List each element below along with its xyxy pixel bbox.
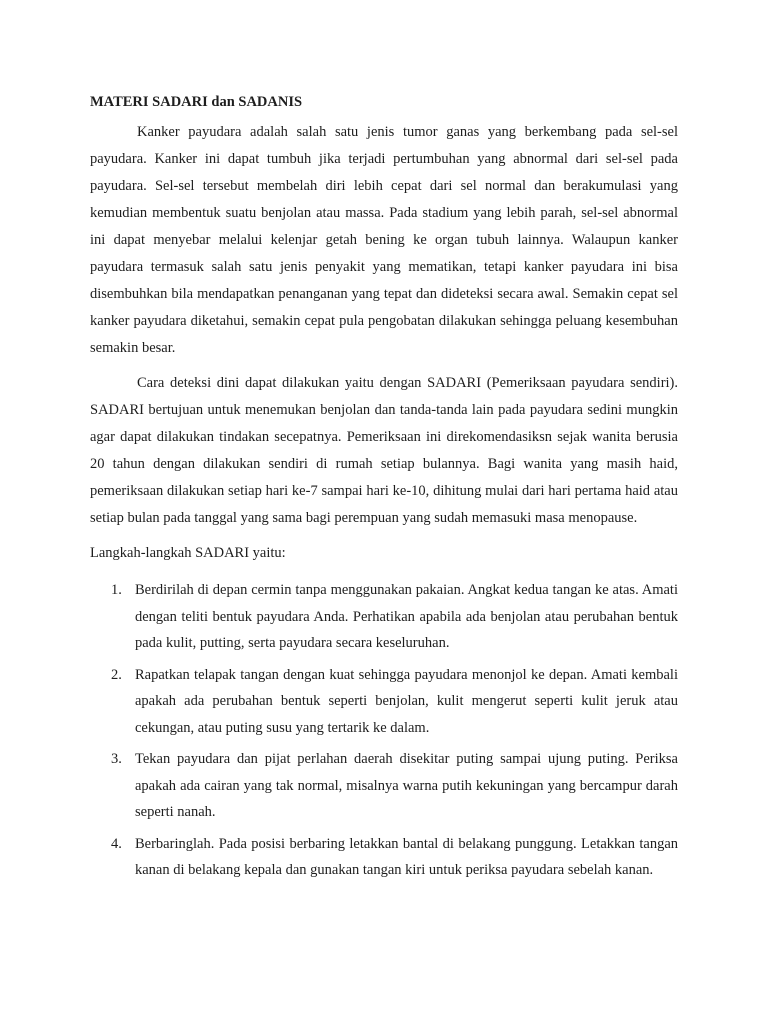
document-page [90, 88, 678, 889]
list-item [90, 831, 678, 884]
document-title: MATERI SADARI dan SADANIS [90, 94, 303, 110]
list-item [90, 577, 678, 657]
list-item-number: 1. [111, 582, 122, 598]
list-item-number: 4. [111, 835, 122, 852]
paragraph-detection: Cara deteksi dini dapat dilakukan yaitu dengan SADARI (Pemeriksaan payudara sendiri). SADARI bertujuan untuk menemukan benjolan dan tanda-tanda lain pada payudara sedini mungkin agar dapat dilakukan tindakan secepatnya. Pemeriksaan ini direkomendasiksn sejak wanita berusia 20 tahun dengan dilakukan sendiri di rumah setiap bulannya. Bagi wanita yang masih haid, pemeriksaan dilakukan setiap hari ke-7 sampai hari ke-10, dihitung mulai dari hari pertama haid atau setiap bulan pada tanggal yang sama bagi perempuan yang sudah memasuki masa menopause. [90, 375, 678, 526]
list-item [90, 746, 678, 826]
paragraph-intro: Kanker payudara adalah salah satu jenis tumor ganas yang berkembang pada sel-sel payudara. Kanker ini dapat tumbuh jika terjadi pertumbuhan yang abnormal dari sel-sel pada payudara. Sel-sel tersebut membelah diri lebih cepat dari sel normal dan berakumulasi yang kemudian membentuk suatu benjolan atau massa. Pada stadium yang lebih parah, sel-sel abnormal ini dapat menyebar melalui kelenjar getah bening ke organ tubuh lainnya. Walaupun kanker payudara termasuk salah satu jenis penyakit yang mematikan, tetapi kanker payudara ini bisa disembuhkan bila mendapatkan penanganan yang tepat dan dideteksi secara awal. Semakin cepat sel kanker payudara diketahui, semakin cepat pula pengobatan dilakukan sehingga peluang kesembuhan semakin besar. [90, 124, 678, 356]
list-item-text: Berdirilah di depan cermin tanpa menggunakan pakaian. Angkat kedua tangan ke atas. Amati dengan teliti bentuk payudara Anda. Perhatikan apabila ada benjolan atau perubahan bentuk pada kulit, putting, serta payudara secara keseluruhan. [135, 582, 678, 651]
steps-heading: Langkah-langkah SADARI yaitu: [90, 545, 286, 561]
list-item-text: Berbaringlah. Pada posisi berbaring letakkan bantal di belakang punggung. Letakkan tangan kanan di belakang kepala dan gunakan tangan kiri untuk periksa payudara sebelah kanan. [135, 835, 678, 878]
steps-list [90, 577, 678, 884]
list-item [90, 662, 678, 742]
list-item-text: Rapatkan telapak tangan dengan kuat sehingga payudara menonjol ke depan. Amati kembali apakah ada perubahan bentuk seperti benjolan, kulit mengerut seperti kulit jeruk atau cekungan, atau puting susu yang tertarik ke dalam. [135, 666, 678, 736]
list-item-number: 2. [111, 666, 122, 683]
list-item-number: 3. [111, 751, 122, 767]
list-item-text: Tekan payudara dan pijat perlahan daerah disekitar puting sampai ujung puting. Periksa apakah ada cairan yang tak normal, misalnya warna putih kekuningan yang bercampur darah seperti nanah. [135, 751, 678, 820]
